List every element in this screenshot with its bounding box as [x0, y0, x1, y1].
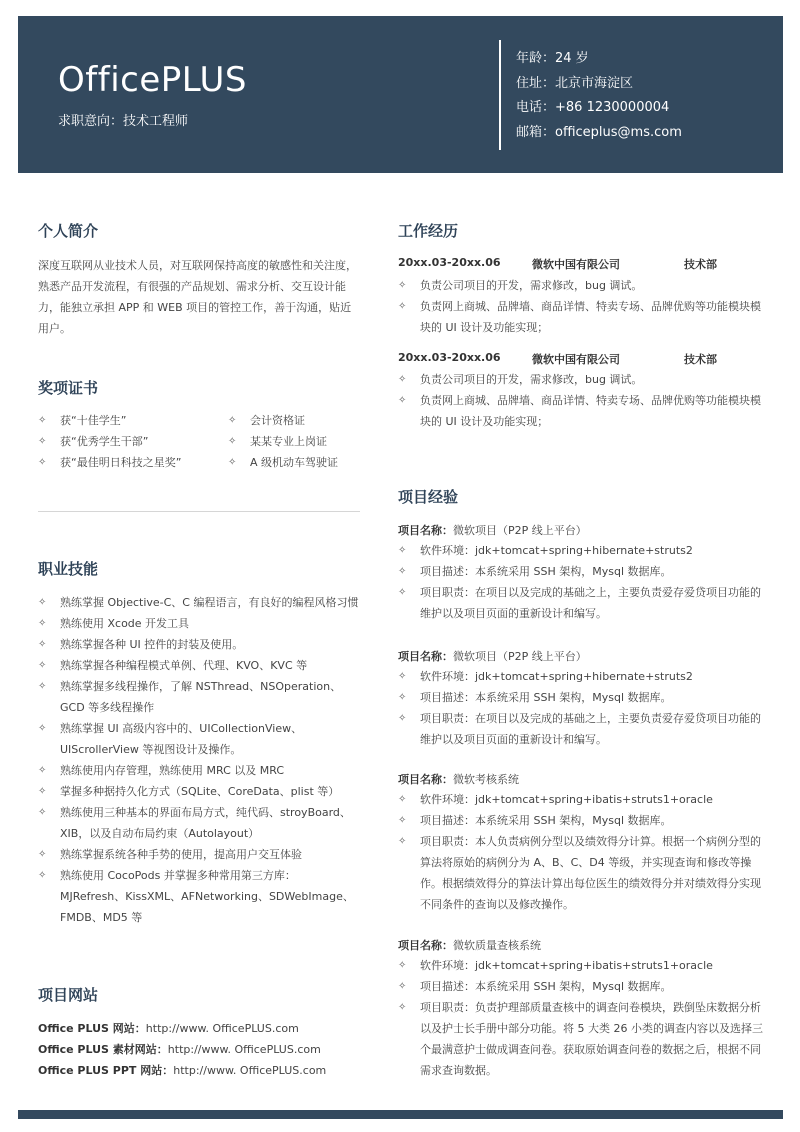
- list-item: ✧ 项目职责：在项目以及完成的基础之上，主要负责爱存爱贷项目功能的维护以及项目页面的重新设计和编写。: [398, 708, 770, 750]
- bullet-icon: ✧: [38, 870, 47, 881]
- website-link[interactable]: http://www. OfficePLUS.com: [145, 1022, 299, 1035]
- bullet-icon: ✧: [38, 723, 47, 734]
- contact-email: 邮箱：officeplus@ms.com: [516, 124, 682, 140]
- job-company: 微软中国有限公司: [532, 353, 620, 366]
- website-label: Office PLUS 网站：: [38, 1022, 146, 1035]
- list-item: ✧ 获“最佳明日科技之星奖”: [38, 452, 228, 473]
- bullet-icon: ✧: [398, 692, 407, 703]
- list-item: ✧ 会计资格证: [228, 410, 368, 431]
- job-duties: [398, 369, 770, 432]
- list-item: ✧ 熟练使用 Xcode 开发工具: [38, 613, 360, 634]
- project-name: 微软项目（P2P 线上平台）: [453, 650, 587, 663]
- list-item: ✧ 项目职责：在项目以及完成的基础之上，主要负责爱存爱贷项目功能的维护以及项目页面的重新设计和编写。: [398, 582, 770, 624]
- contact-info: [516, 47, 682, 145]
- project-details: [398, 666, 770, 750]
- contact-address: 住址：北京市海淀区: [516, 75, 634, 91]
- bullet-icon: ✧: [228, 457, 237, 468]
- profile-text: 深度互联网从业技术人员，对互联网保持高度的敏感性和关注度，熟悉产品开发流程，有很强的产品规划、需求分析、交互设计能力，能独立承担 APP 和 WEB 项目的管控工作，善于沟通，贴近用户。: [38, 259, 357, 335]
- bullet-icon: ✧: [398, 713, 407, 724]
- list-item: ✧ 熟练掌握多线程操作，了解 NSThread、NSOperation、GCD 等多线程操作: [38, 676, 360, 718]
- project-name: 微软质量查核系统: [453, 939, 541, 952]
- bullet-icon: ✧: [38, 415, 47, 426]
- project-header: 项目名称：微软质量查核系统: [398, 939, 541, 952]
- list-item: ✧ 软件环境：jdk+tomcat+spring+hibernate+struts2: [398, 666, 770, 687]
- list-item: ✧ 熟练掌握各种编程模式单例、代理、KVO、KVC 等: [38, 655, 360, 676]
- bullet-icon: ✧: [38, 660, 47, 671]
- job-header: [398, 351, 763, 367]
- bullet-icon: ✧: [398, 671, 407, 682]
- bullet-icon: ✧: [398, 981, 407, 992]
- list-item: ✧ 熟练掌握 UI 高级内容中的、UICollectionView、UIScrollerView 等视图设计及操作。: [38, 718, 360, 760]
- project-header: 项目名称：微软考核系统: [398, 773, 519, 786]
- bullet-icon: ✧: [398, 1002, 407, 1013]
- bullet-icon: ✧: [38, 597, 47, 608]
- job-header: [398, 256, 763, 272]
- website-row: [38, 1041, 321, 1057]
- bullet-icon: ✧: [228, 415, 237, 426]
- bullet-icon: ✧: [398, 794, 407, 805]
- bullet-icon: ✧: [38, 639, 47, 650]
- list-item: ✧ 熟练使用内存管理，熟练使用 MRC 以及 MRC: [38, 760, 360, 781]
- list-item: ✧ 获“优秀学生干部”: [38, 431, 228, 452]
- list-item: ✧ 项目职责：本人负责病例分型以及绩效得分计算。根据一个病例分型的算法将原始的病例分为 A、B、C、D4 等级，并实现查询和修改等操作。根据绩效得分的算法计算出每位医生的绩效得分并对绩效得分实现不同条件的查询以及修改操作。: [398, 831, 770, 915]
- section-divider: [38, 511, 360, 512]
- bullet-icon: ✧: [398, 566, 407, 577]
- project-details: [398, 540, 770, 624]
- work-title: 工作经历: [398, 222, 459, 240]
- awards-left-list: [38, 410, 228, 473]
- list-item: ✧ 熟练掌握 Objective-C、C 编程语言，有良好的编程风格习惯: [38, 592, 360, 613]
- bullet-icon: ✧: [398, 836, 407, 847]
- list-item: ✧ 项目描述：本系统采用 SSH 架构，Mysql 数据库。: [398, 561, 770, 582]
- job-intent: 求职意向：技术工程师: [58, 114, 189, 129]
- job-company: 微软中国有限公司: [532, 258, 620, 271]
- project-name: 微软考核系统: [453, 773, 519, 786]
- bullet-icon: ✧: [38, 457, 47, 468]
- profile-title: 个人简介: [38, 222, 99, 240]
- awards-right-list: [228, 410, 368, 473]
- bullet-icon: ✧: [398, 301, 407, 312]
- list-item: ✧ 熟练使用 CocoPods 并掌握多种常用第三方库：MJRefresh、KissXML、AFNetworking、SDWebImage、FMDB、MD5 等: [38, 865, 360, 928]
- list-item: ✧ 掌握多种据持久化方式（SQLite、CoreData、plist 等）: [38, 781, 360, 802]
- list-item: ✧ 某某专业上岗证: [228, 431, 368, 452]
- resume-header: [18, 16, 783, 173]
- header-divider: [499, 40, 501, 150]
- list-item: ✧ 项目职责：负责护理部质量查核中的调查问卷模块，跌倒坠床数据分析以及护士长手册中部分功能。将 5 大类 26 小类的调查内容以及选择三个最满意护士做成调查问卷。获取原始调查问卷的数据之后，根据不同需求查询数据。: [398, 997, 770, 1081]
- project-details: [398, 955, 770, 1081]
- bullet-icon: ✧: [228, 436, 237, 447]
- project-details: [398, 789, 770, 915]
- project-header: 项目名称：微软项目（P2P 线上平台）: [398, 650, 587, 663]
- bullet-icon: ✧: [38, 849, 47, 860]
- list-item: ✧ 熟练掌握系统各种手势的使用，提高用户交互体验: [38, 844, 360, 865]
- website-row: [38, 1062, 326, 1078]
- contact-age: 年龄：24 岁: [516, 51, 589, 66]
- bullet-icon: ✧: [38, 681, 47, 692]
- bullet-icon: ✧: [38, 807, 47, 818]
- project-header: 项目名称：微软项目（P2P 线上平台）: [398, 524, 587, 537]
- candidate-name: OfficePLUS: [58, 60, 247, 100]
- list-item: ✧ 获“十佳学生”: [38, 410, 228, 431]
- awards-title: 奖项证书: [38, 379, 99, 397]
- list-item: ✧ 软件环境：jdk+tomcat+spring+hibernate+struts2: [398, 540, 770, 561]
- website-row: [38, 1020, 299, 1036]
- skills-list: [38, 592, 360, 928]
- list-item: ✧ 项目描述：本系统采用 SSH 架构，Mysql 数据库。: [398, 810, 770, 831]
- website-link[interactable]: http://www. OfficePLUS.com: [173, 1064, 327, 1077]
- bullet-icon: ✧: [38, 765, 47, 776]
- project-name: 微软项目（P2P 线上平台）: [453, 524, 587, 537]
- list-item: ✧ 熟练使用三种基本的界面布局方式，纯代码、stroyBoard、XIB，以及自动布局约束（Autolayout）: [38, 802, 360, 844]
- projects-title: 项目经验: [398, 488, 459, 506]
- list-item: ✧ 熟练掌握各种 UI 控件的封装及使用。: [38, 634, 360, 655]
- footer-bar: [18, 1110, 783, 1119]
- bullet-icon: ✧: [398, 545, 407, 556]
- skills-title: 职业技能: [38, 560, 99, 578]
- list-item: ✧ 负责网上商城、品牌墙、商品详情、特卖专场、品牌优购等功能模块模块的 UI 设计及功能实现；: [398, 296, 770, 338]
- website-link[interactable]: http://www. OfficePLUS.com: [167, 1043, 321, 1056]
- contact-phone: 电话：+86 1230000004: [516, 100, 670, 115]
- list-item: ✧ 项目描述：本系统采用 SSH 架构，Mysql 数据库。: [398, 687, 770, 708]
- job-date: 20xx.03-20xx.06: [398, 256, 501, 269]
- bullet-icon: ✧: [38, 618, 47, 629]
- list-item: ✧ 负责公司项目的开发，需求修改，bug 调试。: [398, 369, 770, 390]
- bullet-icon: ✧: [398, 395, 407, 406]
- bullet-icon: ✧: [398, 280, 407, 291]
- job-date: 20xx.03-20xx.06: [398, 351, 501, 364]
- bullet-icon: ✧: [38, 436, 47, 447]
- websites-title: 项目网站: [38, 986, 99, 1004]
- job-dept: 技术部: [684, 353, 717, 366]
- list-item: ✧ A 级机动车驾驶证: [228, 452, 368, 473]
- list-item: ✧ 软件环境：jdk+tomcat+spring+ibatis+struts1+oracle: [398, 955, 770, 976]
- job-dept: 技术部: [684, 258, 717, 271]
- bullet-icon: ✧: [398, 960, 407, 971]
- bullet-icon: ✧: [398, 815, 407, 826]
- website-label: Office PLUS 素材网站：: [38, 1043, 168, 1056]
- bullet-icon: ✧: [38, 786, 47, 797]
- bullet-icon: ✧: [398, 587, 407, 598]
- website-label: Office PLUS PPT 网站：: [38, 1064, 174, 1077]
- list-item: ✧ 项目描述：本系统采用 SSH 架构，Mysql 数据库。: [398, 976, 770, 997]
- list-item: ✧ 负责公司项目的开发，需求修改，bug 调试。: [398, 275, 770, 296]
- list-item: ✧ 软件环境：jdk+tomcat+spring+ibatis+struts1+oracle: [398, 789, 770, 810]
- bullet-icon: ✧: [398, 374, 407, 385]
- list-item: ✧ 负责网上商城、品牌墙、商品详情、特卖专场、品牌优购等功能模块模块的 UI 设计及功能实现；: [398, 390, 770, 432]
- job-duties: [398, 275, 770, 338]
